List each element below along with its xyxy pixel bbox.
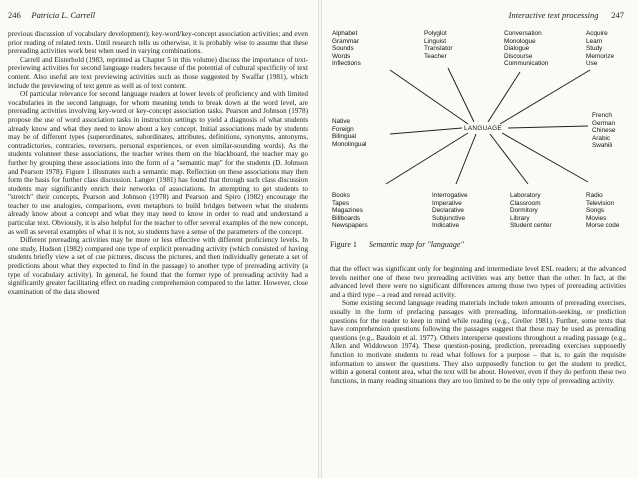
- map-word: Linguist: [424, 37, 447, 45]
- map-group-acquire: [586, 30, 614, 68]
- map-word: Bilingual: [332, 133, 357, 141]
- map-word: Foreign: [332, 125, 354, 133]
- map-word: Learn: [586, 37, 603, 45]
- map-group-books: [332, 192, 368, 230]
- left-running-head-text: Patricia L. Carrell: [31, 10, 96, 20]
- figure-caption: [330, 240, 464, 249]
- map-word: Grammar: [332, 37, 359, 45]
- map-word: French: [592, 112, 612, 119]
- right-paragraph: that the effect was significant only for beginning and intermediate level ESL readers; at the advanced levels neither one of these two prereading activities was any better than the other. In fact, at the advanced level there were no significant differences among those two types of prereading activities and a third type – a read and reread activity.: [330, 265, 626, 299]
- map-line-polyglot: [448, 68, 474, 122]
- right-running-head: [509, 10, 624, 20]
- left-paragraph: Different prereading activities may be more or less effective with different proficiency levels. In one study, Hudson (1982) compared one type of explicit prereading activity (which consisted of having students briefly view a set of cue pictures, discuss the pictures, and then individually generate a set of predictions about what they expected to find in the passage) to another type of prereading activity (a type of vocabulary activity). In general, he found that the former type of prereading activity had a significantly greater facilitating effect on reading comprehension compared to the latter. However, close examination of the data showed: [8, 236, 308, 296]
- map-group-laboratory: [510, 192, 552, 230]
- map-word: Monologue: [504, 37, 536, 45]
- map-line-native: [390, 128, 462, 134]
- map-line-interrogative: [456, 134, 476, 184]
- map-word: Classroom: [510, 199, 541, 207]
- map-word: Movies: [586, 214, 607, 222]
- map-group-alphabet: [332, 30, 361, 68]
- map-word: Use: [586, 60, 598, 68]
- map-word: Books: [332, 192, 350, 199]
- map-word: Words: [332, 52, 351, 60]
- map-group-native: [332, 118, 366, 148]
- map-word: Sounds: [332, 45, 354, 53]
- map-word: Declarative: [432, 207, 464, 215]
- map-word: Laboratory: [510, 192, 541, 199]
- map-word: Native: [332, 118, 351, 125]
- right-page-number: 247: [611, 10, 624, 20]
- map-word: Discourse: [504, 52, 533, 60]
- map-group-interrogative: [432, 192, 468, 230]
- left-paragraph: Of particular relevance for second language readers at lower levels of proficiency and with limited vocabularies in the second language, for whom meaning tends to break down at the word level, are prereading activities involving key-word or key-concept association tasks. Pearson and Johnson (1978) propose the use of word association tasks in instruction settings to yield a diagnosis of what students already know and what they need to know about a key concept. Initial associations made by students may be of different types (superordinates, subordinates, attributes, definitions, synonyms, antonyms, contradictories, contraries, reversers, personal experiences, or even similar-sounding words). As the students volunteer these associations, the teacher writes them on the blackboard, the teacher may go further by grouping these associations into the form of a "semantic map" for the students (D. Johnson and Pearson 1978). Figure 1 illustrates such a semantic map. Reflection on these associations may then form the basis for further class discussion. Langer (1981) has found that through such class discussion students may significantly enrich their networks of associations. In attempting to get students to "stretch" their concepts, Pearson and Johnson (1978) and Pearson and Spiro (1982) encourage the teacher to use analogies, comparisons, even metaphors to build bridges between what the students already know about a concept and what they may need to know in order to read and understand a particular text. Obviously, it is also helpful for the teacher to offer several examples of the new concept, as well as several examples of what it is not, so students have a sense of the parameters of the concept.: [8, 90, 308, 236]
- map-word: Alphabet: [332, 30, 358, 37]
- map-line-french: [508, 126, 588, 128]
- map-word: Conversation: [504, 30, 542, 37]
- map-word: Teacher: [424, 52, 447, 60]
- map-line-acquire: [500, 70, 590, 124]
- map-word: Interrogative: [432, 192, 468, 199]
- map-word: Swahili: [592, 142, 613, 150]
- map-word: Memorize: [586, 52, 615, 60]
- map-word: Monolingual: [332, 140, 367, 148]
- map-word: Magazines: [332, 207, 363, 215]
- map-line-alphabet: [390, 70, 468, 124]
- map-word: Songs: [586, 207, 605, 215]
- map-line-radio: [502, 133, 588, 182]
- map-group-conversation: [504, 30, 548, 68]
- figure-caption-text: Semantic map for "language": [368, 240, 464, 249]
- semantic-map-figure: [328, 26, 628, 231]
- map-word: Chinese: [592, 127, 616, 135]
- left-running-head: [8, 10, 95, 20]
- map-group-french: [592, 112, 615, 150]
- map-word: Acquire: [586, 30, 608, 37]
- map-word: Communication: [504, 60, 549, 68]
- map-word: Newspapers: [332, 222, 368, 230]
- map-center-word: LANGUAGE: [464, 125, 502, 132]
- map-word: Student center: [510, 222, 552, 230]
- map-word: German: [592, 119, 616, 127]
- right-running-head-text: Interactive text processing: [508, 10, 599, 20]
- right-page: [322, 0, 638, 478]
- map-line-books: [386, 133, 468, 184]
- map-word: Subjunctive: [432, 214, 466, 222]
- left-body-text: [8, 30, 308, 296]
- left-page: [0, 0, 318, 478]
- map-line-laboratory: [490, 134, 528, 184]
- map-word: Library: [510, 214, 530, 222]
- map-word: Morse code: [586, 222, 620, 230]
- figure-caption-label: Figure 1: [330, 240, 357, 249]
- map-word: Radio: [586, 192, 603, 199]
- map-word: Arabic: [592, 134, 611, 142]
- map-word: Imperative: [432, 199, 462, 207]
- left-page-number: 246: [8, 10, 21, 20]
- map-word: Polyglot: [424, 30, 447, 37]
- left-paragraph: Carrell and Eisterhold (1983, reprinted as Chapter 5 in this volume) discuss the importance of text-previewing activities for second language readers because of the potential of cultural specificity of text content. Also useful are text previewing activities such as those suggested by Swaffar (1981), which include the previewing of text genre as well as of text content.: [8, 55, 308, 90]
- left-paragraph: previous discussion of vocabulary development); key-word/key-concept association activities; and even prior reading of related texts. Until research tells us otherwise, it is probably wise to assume that these prereading activities work best when used in varying combinations.: [8, 30, 308, 56]
- map-word: Dormitory: [510, 207, 538, 215]
- map-word: Translator: [424, 45, 453, 53]
- map-group-polyglot: [424, 30, 453, 60]
- map-word: Dialogue: [504, 45, 530, 53]
- map-word: Study: [586, 45, 603, 53]
- map-word: Inflections: [332, 60, 361, 68]
- map-group-radio: [586, 192, 619, 230]
- map-word: Tapes: [332, 199, 350, 207]
- map-word: Television: [586, 199, 615, 207]
- right-body-text: [330, 265, 626, 385]
- right-paragraph: Some existing second language reading materials include token amounts of prereading exercises, usually in the form of prefacing passages with prereading, information-seeking, or prediction questions for the reader to keep in mind while reading (e.g., Greller 1981). Further, some texts that have comprehension questions following the passages suggest that these may be used as prereading questions (e.g., Baudoin et al. 1977). Others intersperse questions throughout a reading passage (e.g., Allen and Widdowson 1974). These question-posing, prediction, prereading exercises supposedly function to motivate students to read what follows for a purpose – that is, to gain the requisite information to answer the questions. They also supposedly function to get the student to predict, within a general content area, what the text will be about. However, even if they do perform these two functions, in many reading situations they are too limited to be the only type of prereading activity.: [330, 299, 626, 385]
- map-word: Billboards: [332, 214, 361, 222]
- map-word: Indicative: [432, 222, 459, 230]
